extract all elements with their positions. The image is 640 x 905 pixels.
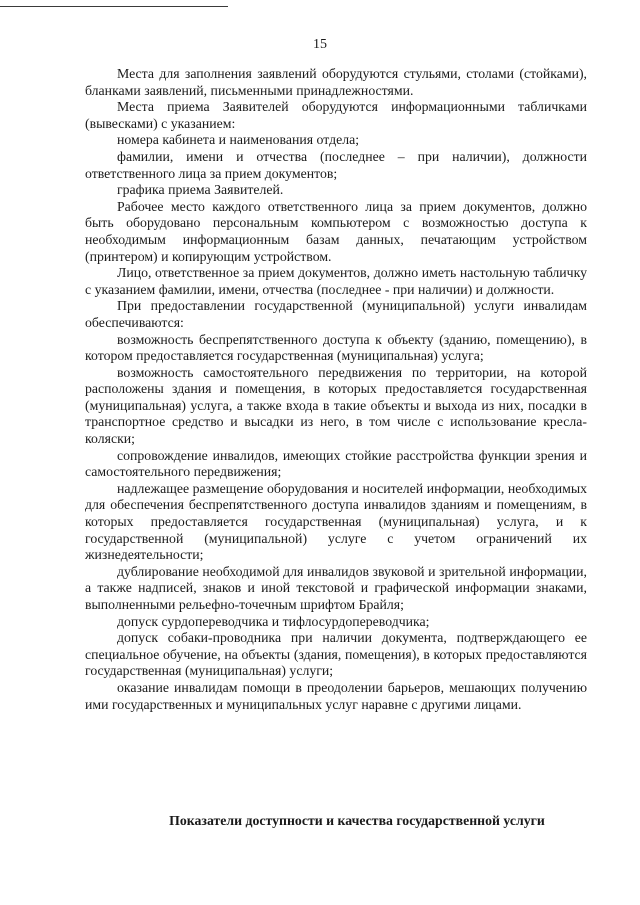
paragraph: сопровождение инвалидов, имеющих стойкие расстройства функции зрения и самостоятельного передвижения;	[85, 447, 587, 480]
paragraph: дублирование необходимой для инвалидов звуковой и зрительной информации, а также надписей, знаков и иной текстовой и графической информации знаками, выполненными рельефно-точечным шрифтом Брайля;	[85, 563, 587, 612]
section-heading: Показатели доступности и качества государственной услуги	[169, 813, 545, 828]
paragraph: Места приема Заявителей оборудуются информационными табличками (вывесками) с указанием:	[85, 99, 587, 131]
paragraph: фамилии, имени и отчества (последнее – при наличии), должности ответственного лица за прием документов;	[85, 148, 587, 181]
paragraph: Рабочее место каждого ответственного лица за прием документов, должно быть оборудовано персональным компьютером с возможностью доступа к необходимым информационным базам данных, печатающим устройством (принтером) и копирующим устройством.	[85, 198, 587, 264]
paragraph: Лицо, ответственное за прием документов, должно иметь настольную табличку с указанием фамилии, имени, отчества (последнее - при наличии) и должности.	[85, 265, 587, 297]
paragraph: Места для заполнения заявлений оборудуются стульями, столами (стойками), бланками заявлений, письменными принадлежностями.	[85, 66, 587, 98]
paragraph: допуск сурдопереводчика и тифлосурдопереводчика;	[117, 613, 430, 629]
paragraph: При предоставлении государственной (муниципальной) услуги инвалидам обеспечиваются:	[85, 298, 587, 330]
paragraph: надлежащее размещение оборудования и носителей информации, необходимых для обеспечения беспрепятственного доступа инвалидов зданиям и помещениям, в которых предоставляется государственная (муниципальная) услуга, и к государственной (муниципальной) услуге с учетом ограничений их жизнедеятельности;	[85, 480, 587, 563]
paragraph: графика приема Заявителей.	[117, 182, 284, 198]
paragraph: номера кабинета и наименования отдела;	[117, 132, 360, 148]
document-body	[85, 66, 587, 713]
paragraph: возможность беспрепятственного доступа к объекту (зданию, помещению), в котором предоставляется государственная (муниципальная) услуга;	[85, 331, 587, 364]
paragraph: возможность самостоятельного передвижения по территории, на которой расположены здания и помещения, в которых предоставляется государственная (муниципальная) услуга, а также входа в такие объекты и выхода из них, посадки в транспортное средство и высадки из него, в том числе с использование кресла-коляски;	[85, 364, 587, 447]
scan-edge-line	[0, 6, 228, 7]
paragraph: допуск собаки-проводника при наличии документа, подтверждающего ее специальное обучение, на объекты (здания, помещения), в которых предоставляются государственная (муниципальная) услуги;	[85, 630, 587, 679]
page-number: 15	[313, 37, 327, 52]
paragraph: оказание инвалидам помощи в преодолении барьеров, мешающих получению ими государственных и муниципальных услуг наравне с другими лицами.	[85, 679, 587, 712]
